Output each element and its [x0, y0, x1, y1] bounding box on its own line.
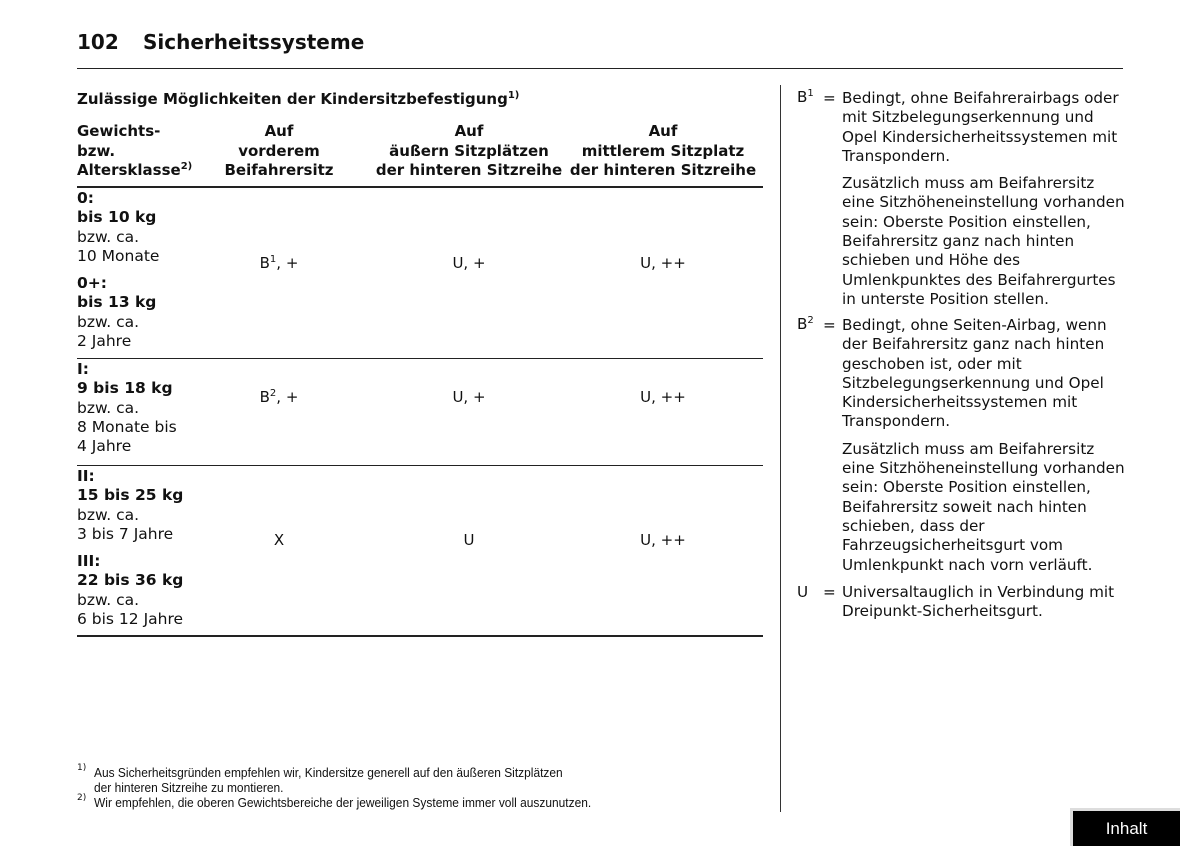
class-age: bzw. ca. — [77, 312, 140, 331]
class-weight: bis 13 kg — [77, 293, 157, 312]
footnote-2 — [94, 795, 591, 810]
cell-middle-rear: U, ++ — [640, 254, 686, 272]
table-title — [77, 90, 519, 108]
class-age: 3 bis 7 Jahre — [77, 524, 174, 543]
footnote-1 — [94, 765, 563, 795]
header-line: Auf — [454, 122, 484, 140]
header-line: Gewichts- — [77, 122, 161, 140]
header-line: vorderem — [238, 141, 320, 160]
cell-sup: 1 — [269, 254, 277, 265]
legend-key-sup: 1 — [807, 88, 814, 99]
cell-text: , + — [276, 388, 299, 406]
footnote-line: der hinteren Sitzreihe zu montieren. — [94, 780, 284, 795]
class-age: bzw. ca. — [77, 227, 140, 246]
class-age: bzw. ca. — [77, 505, 140, 524]
header-divider — [77, 68, 1123, 69]
header-weight-class — [77, 122, 192, 181]
class-weight: 9 bis 18 kg — [77, 379, 173, 398]
legend-key-text: B — [797, 88, 808, 106]
cell-text: B — [259, 254, 270, 272]
class-age: bzw. ca. — [77, 398, 140, 417]
header-line: bzw. — [77, 141, 116, 160]
cell-middle-rear: U, ++ — [640, 388, 686, 406]
legend-key — [797, 583, 808, 602]
legend-key — [797, 88, 814, 107]
table-header-rule — [77, 186, 763, 188]
class-label: I: — [77, 360, 89, 378]
header-line: der hinteren Sitzreihe — [569, 161, 757, 179]
footnote-line: Aus Sicherheitsgründen empfehlen wir, Kindersitze generell auf den äußeren Sitzplätzen — [94, 765, 563, 780]
footnote-mark: 2) — [77, 793, 87, 803]
legend-paragraph: Bedingt, ohne Beifahrerairbags oder mit Sitzbelegungserkennung und Opel Kindersicherheitssystemen mit Transpondern. — [842, 89, 1119, 165]
legend-key-text: U — [797, 583, 809, 601]
legend-definition — [842, 316, 1127, 583]
header-line-text: Altersklasse — [77, 161, 181, 179]
header-middle-rear — [568, 122, 758, 181]
legend-equals: = — [823, 89, 836, 107]
cell-front-seat — [260, 388, 299, 406]
table-row-weight-class — [77, 467, 183, 629]
table-row-weight-class — [77, 189, 159, 351]
table-bottom-rule — [77, 635, 763, 637]
class-weight: 15 bis 25 kg — [77, 486, 184, 505]
footnote-line: Wir empfehlen, die oberen Gewichtsbereiche der jeweiligen Systeme immer voll auszunutzen. — [94, 795, 592, 810]
legend-definition — [842, 583, 1127, 630]
legend-equals: = — [823, 316, 836, 334]
header-line: mittlerem Sitzplatz — [581, 141, 745, 160]
class-weight: 22 bis 36 kg — [77, 571, 184, 590]
footnote-ref: 1) — [507, 90, 520, 101]
cell-text: , + — [276, 254, 299, 272]
legend-key — [797, 315, 814, 334]
class-weight: bis 10 kg — [77, 208, 157, 227]
contents-button[interactable]: Inhalt — [1070, 808, 1180, 846]
cell-outer-rear: U, + — [452, 388, 486, 406]
class-label: 0+: — [77, 274, 107, 293]
class-age: 10 Monate — [77, 246, 160, 265]
footnote-mark: 1) — [77, 763, 87, 773]
legend-equals: = — [823, 583, 836, 601]
page-number: 102 — [77, 30, 119, 54]
header-line: Beifahrersitz — [224, 161, 334, 179]
header-outer-rear — [369, 122, 569, 181]
cell-middle-rear: U, ++ — [640, 531, 686, 549]
column-divider — [780, 85, 781, 812]
class-label: 0: — [77, 189, 94, 207]
class-age: 8 Monate bis — [77, 417, 177, 436]
table-title-text: Zulässige Möglichkeiten der Kindersitzbefestigung — [77, 90, 508, 108]
legend-paragraph: Zusätzlich muss am Beifahrersitz eine Sitzhöheneinstellung vorhanden sein: Oberste Position einstellen, Beifahrersitz soweit nach hinten schieben, dass der Fahrzeugsicherheitsgurt vom Umlenkpunkt nach vorn verläuft. — [842, 439, 1125, 574]
cell-front-seat — [274, 531, 284, 549]
class-age: 6 bis 12 Jahre — [77, 610, 184, 629]
class-label: III: — [77, 552, 101, 571]
table-row-weight-class — [77, 360, 177, 456]
cell-front-seat — [260, 254, 299, 272]
header-line — [77, 161, 192, 181]
header-line: äußern Sitzplätzen — [389, 141, 549, 160]
header-line: Auf — [648, 122, 678, 140]
header-line: der hinteren Sitzreihe — [375, 161, 563, 179]
header-line: Auf — [264, 122, 294, 140]
row-divider — [77, 465, 763, 466]
class-age: bzw. ca. — [77, 590, 140, 609]
legend-paragraph: Universaltauglich in Verbindung mit Dreipunkt-Sicherheitsgurt. — [842, 583, 1115, 621]
cell-text: X — [273, 531, 285, 549]
legend-definition — [842, 89, 1127, 317]
legend-key-text: B — [797, 315, 808, 333]
cell-text: B — [259, 388, 270, 406]
class-age: 4 Jahre — [77, 437, 132, 456]
cell-outer-rear: U, + — [452, 254, 486, 272]
legend-key-sup: 2 — [807, 315, 814, 326]
class-age: 2 Jahre — [77, 332, 132, 351]
cell-sup: 2 — [269, 388, 277, 399]
legend-paragraph: Zusätzlich muss am Beifahrersitz eine Sitzhöheneinstellung vorhanden sein: Oberste Position einstellen, Beifahrersitz ganz nach hinten schieben und Höhe des Umlenkpunktes des Beifahrergurtes in unterste Position stellen. — [842, 174, 1125, 308]
footnote-ref: 2) — [180, 161, 193, 172]
page-title: Sicherheitssysteme — [143, 30, 365, 54]
class-label: II: — [77, 467, 95, 485]
row-divider — [77, 358, 763, 359]
cell-outer-rear: U — [463, 531, 475, 549]
legend-paragraph: Bedingt, ohne Seiten-Airbag, wenn der Beifahrersitz ganz nach hinten geschoben ist, oder mit Sitzbelegungserkennung und Opel Kindersicherheitssystemen mit Transpondern. — [842, 316, 1107, 431]
header-front-seat — [189, 122, 369, 181]
